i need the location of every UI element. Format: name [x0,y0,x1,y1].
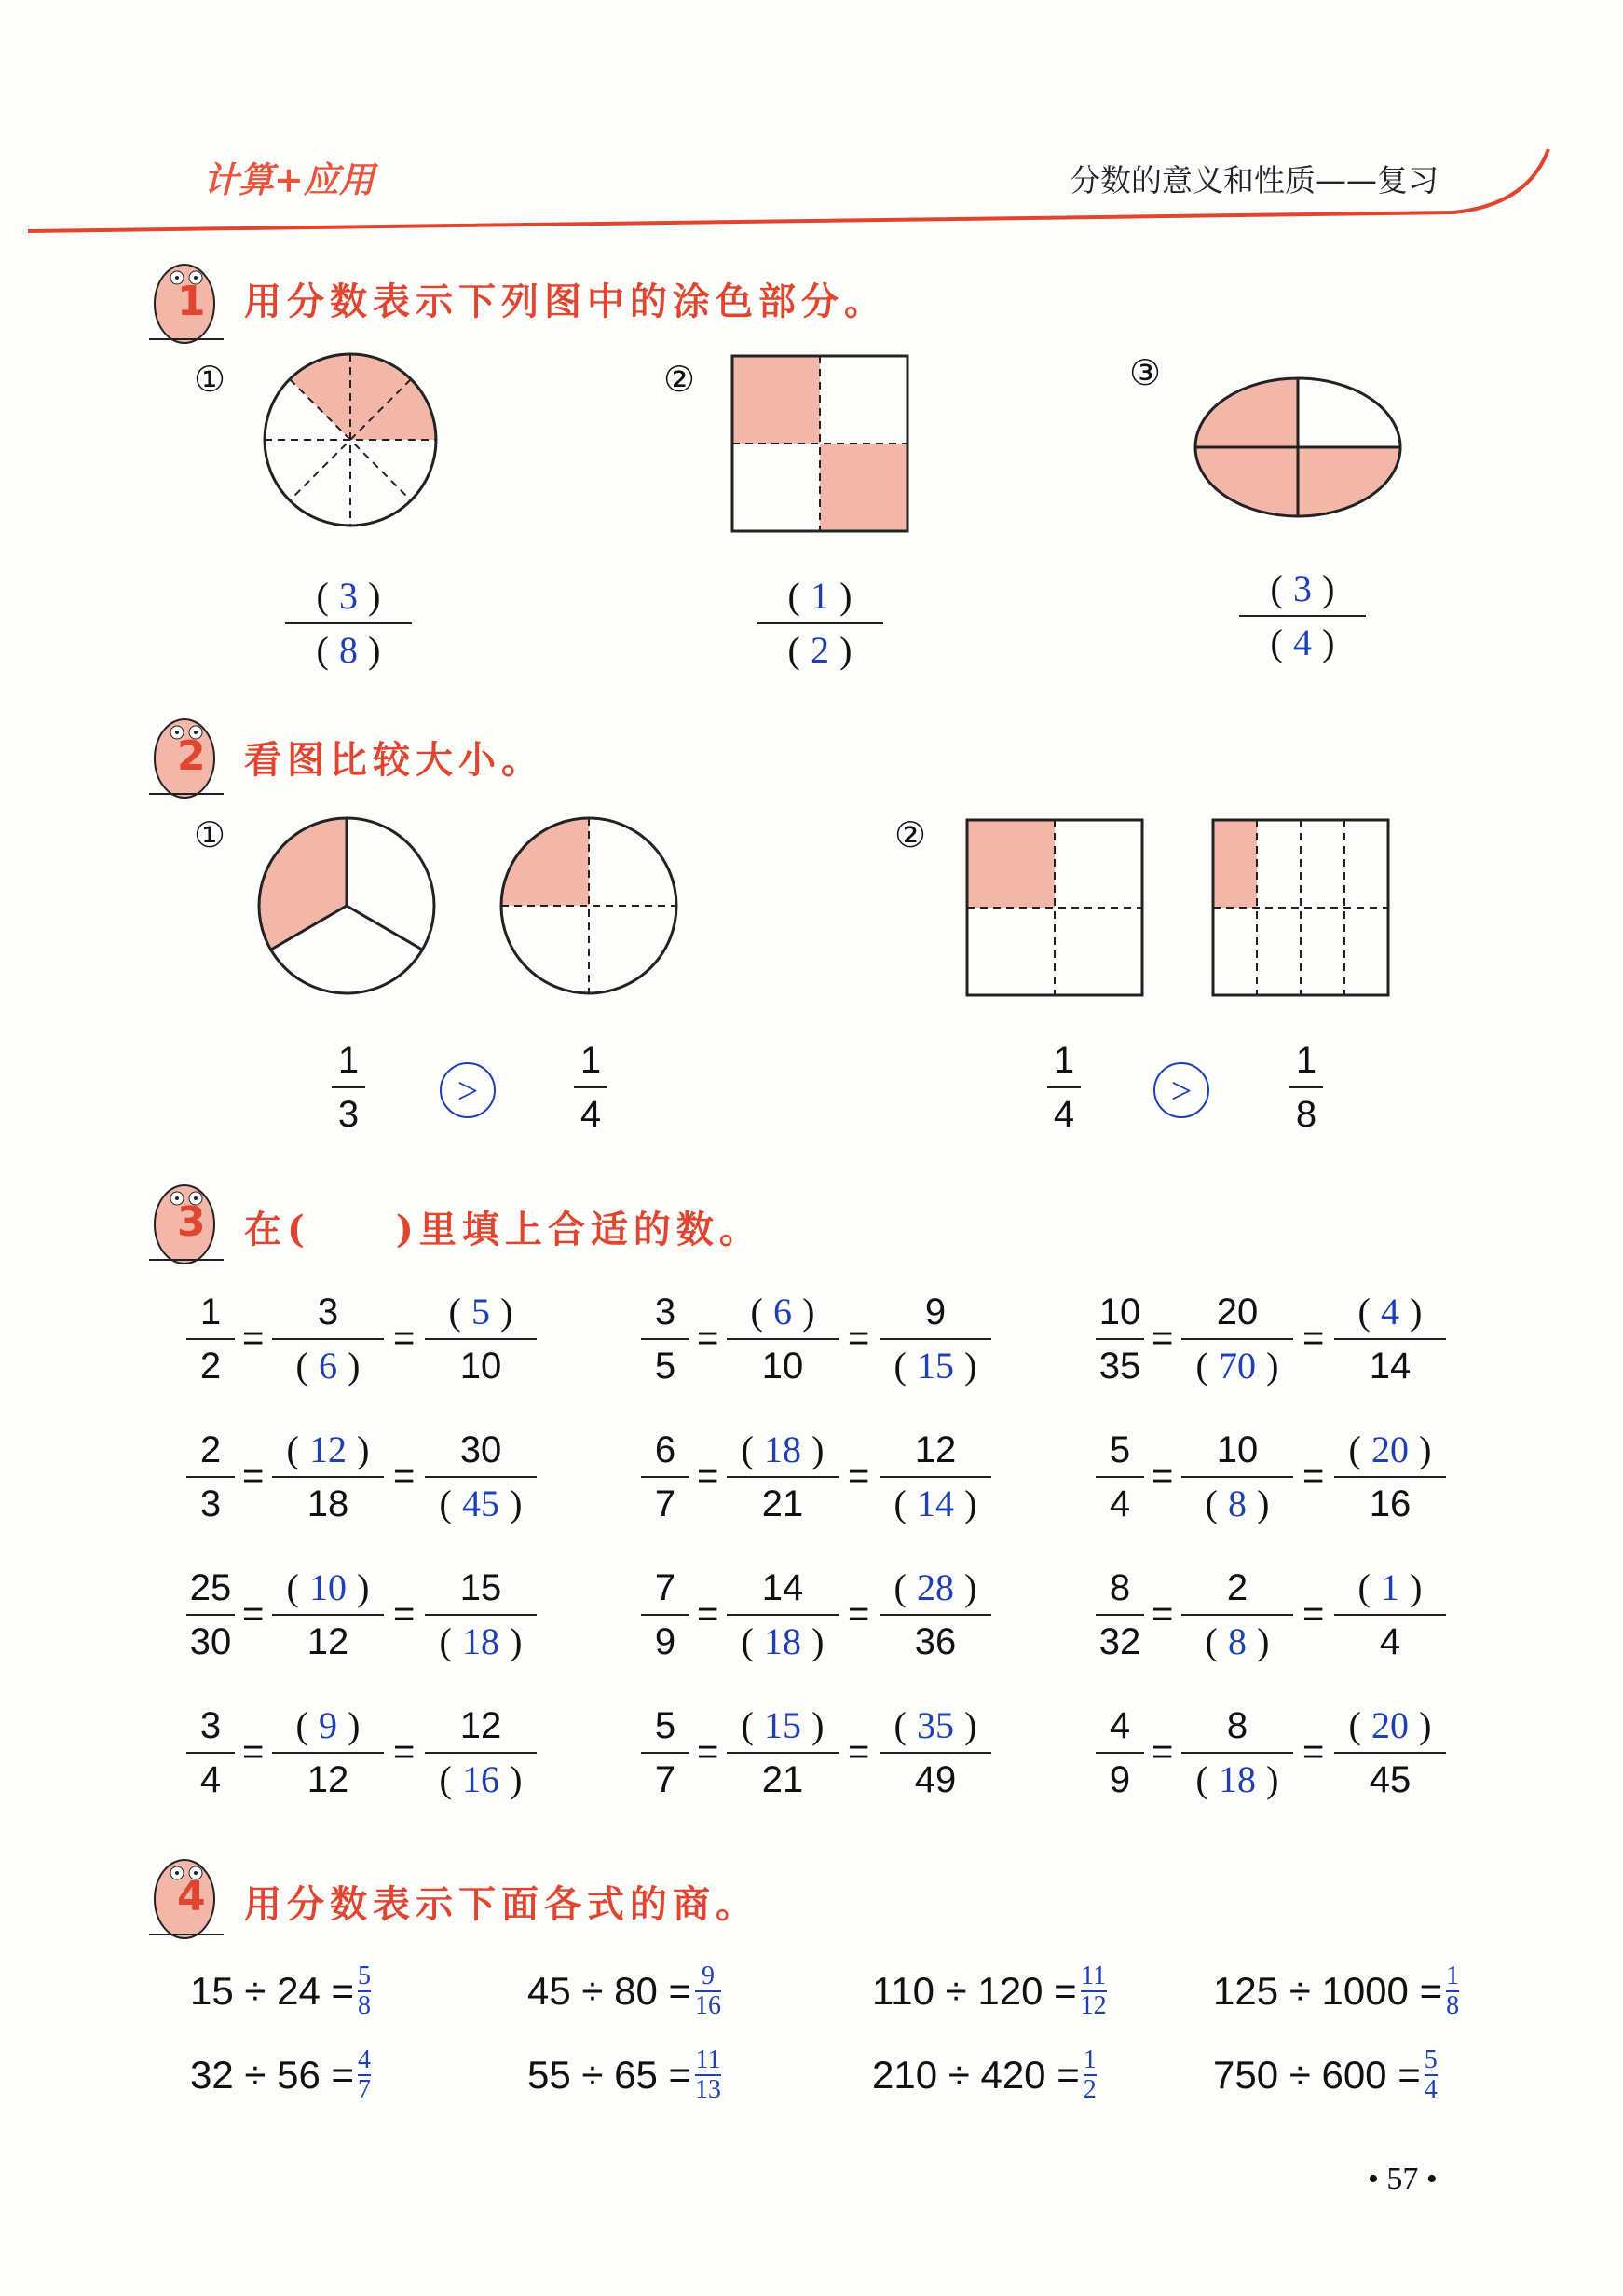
answer-blank: ( 12 ) [286,1428,370,1470]
division-expression [1213,2046,1438,2104]
q4-badge [140,1845,242,1948]
given-number: 20 [1216,1292,1259,1332]
numerator [762,1562,804,1614]
fraction-right [880,1286,991,1392]
q2-left-frac1: 1 3 [332,1034,365,1141]
q2-right-frac2: 1 8 [1289,1034,1323,1141]
numerator [1227,1562,1248,1614]
equals-sign: = [242,1731,265,1772]
answer-blank: ( 28 ) [893,1566,977,1608]
quotient-fraction [358,1962,371,2020]
equals-sign: = [1152,1456,1174,1496]
denominator: 8 [358,1991,372,2020]
equals-sign: = [393,1593,416,1634]
denominator [655,1754,675,1806]
numerator [751,1286,815,1338]
numerator [925,1286,946,1338]
equals-sign: = [848,1456,870,1496]
fraction-left [1096,1562,1144,1668]
division-expression [1213,1962,1459,2020]
answer-blank: ( 6 ) [295,1345,361,1387]
answer-blank: ( 8 ) [1205,1620,1270,1662]
denominator [190,1616,232,1668]
fraction-middle [272,1286,384,1392]
numerator [449,1286,513,1338]
fraction-left [641,1424,689,1530]
numerator: 5 [1424,2045,1438,2074]
given-number: 7 [654,1759,676,1800]
q2-number: 2 [177,732,206,780]
fraction-right [1334,1286,1446,1392]
given-number: 25 [189,1567,232,1608]
denominator [200,1340,221,1392]
numerator [1217,1424,1259,1476]
quotient-fraction [358,2046,371,2104]
given-number: 10 [1216,1429,1259,1470]
denominator [440,1754,523,1806]
fraction-left [1096,1424,1144,1530]
given-number: 4 [1109,1483,1131,1524]
given-number: 10 [761,1346,804,1387]
q2-compare-sign1: > [440,1062,496,1118]
q2-left-frac2: 1 4 [1047,1034,1081,1141]
denominator [762,1478,804,1530]
division-expression [872,2046,1097,2104]
answer-blank: ( 5 ) [448,1291,513,1332]
fraction-right [1334,1562,1446,1668]
numerator [1349,1424,1432,1476]
numerator [287,1562,370,1614]
numerator [190,1562,232,1614]
answer-blank: ( 1 ) [1357,1566,1423,1608]
q1-title: 用分数表示下列图中的涂色部分。 [244,280,887,323]
denominator [1110,1478,1130,1530]
q3-title: 在( )里填上合适的数。 [244,1208,762,1251]
division-text: 125 ÷ 1000 = [1213,1969,1443,2013]
denominator [1206,1616,1270,1668]
q1-circle-eighths [257,350,443,537]
denominator [762,1340,804,1392]
q3-badge [140,1170,242,1273]
answer-blank: ( 18 ) [1195,1758,1279,1800]
denominator [915,1616,957,1668]
given-number: 2 [1226,1567,1248,1608]
q2-circle-quarters [496,813,682,999]
equals-sign: = [1152,1593,1174,1634]
numerator: 9 [702,1961,716,1990]
fraction-left [186,1562,235,1668]
denominator: 13 [695,2075,722,2104]
fraction-left [186,1700,235,1806]
numerator [460,1700,502,1752]
division-text: 45 ÷ 80 = [527,1969,692,2013]
denominator: 4 [1424,2075,1438,2104]
fraction-middle [727,1424,839,1530]
denominator [200,1478,221,1530]
division-expression [190,2046,371,2104]
equals-sign: = [1302,1593,1325,1634]
given-number: 30 [189,1621,232,1662]
fraction-left [186,1424,235,1530]
division-expression [527,2046,721,2104]
given-number: 3 [199,1483,222,1524]
denominator [1380,1616,1400,1668]
given-number: 3 [654,1292,676,1332]
numerator [1110,1562,1130,1614]
fraction-right [880,1562,991,1668]
quotient-fraction [1084,2046,1097,2104]
fraction-right [1334,1424,1446,1530]
denominator [1196,1754,1279,1806]
denominator [1206,1478,1270,1530]
q1-item3-label: ③ [1129,352,1162,393]
denominator [762,1754,804,1806]
given-number: 12 [307,1759,349,1800]
denominator [307,1616,349,1668]
fraction-right [880,1700,991,1806]
answer-blank: ( 15 ) [741,1704,825,1746]
fraction-left [641,1700,689,1806]
denominator [915,1754,957,1806]
fraction-middle [272,1700,384,1806]
given-number: 9 [924,1292,947,1332]
equals-sign: = [242,1318,265,1359]
given-number: 3 [199,1705,222,1746]
answer-blank: ( 10 ) [286,1566,370,1608]
division-text: 15 ÷ 24 = [190,1969,355,2013]
quotient-fraction [1446,1962,1459,2020]
fraction-right [425,1562,537,1668]
given-number: 9 [1109,1759,1131,1800]
denominator [296,1340,361,1392]
numerator: 11 [1081,1961,1107,1990]
equals-sign: = [1302,1456,1325,1496]
division-text: 110 ÷ 120 = [872,1969,1077,2013]
given-number: 8 [1226,1705,1248,1746]
fraction-right [425,1424,537,1530]
answer-blank: ( 15 ) [893,1345,977,1387]
equals-sign: = [1302,1731,1325,1772]
numerator [460,1424,502,1476]
denominator [1370,1340,1412,1392]
equals-sign: = [848,1731,870,1772]
quotient-fraction [695,1962,721,2020]
q1-item2-label: ② [663,359,696,400]
fraction-middle [272,1424,384,1530]
denominator [1370,1478,1412,1530]
given-number: 5 [654,1705,676,1746]
denominator: 16 [695,1991,722,2020]
denominator: 2 [1083,2075,1097,2104]
answer-blank: ( 6 ) [750,1291,815,1332]
division-expression [872,1962,1107,2020]
numerator [655,1286,675,1338]
division-text: 32 ÷ 56 = [190,2053,355,2097]
given-number: 21 [761,1483,804,1524]
q1-answer3: ( 3 ) ( 4 ) [1239,563,1366,669]
fraction-right [425,1700,537,1806]
equals-sign: = [242,1456,265,1496]
q2-title: 看图比较大小。 [244,738,544,782]
fraction-right [425,1286,537,1392]
q2-badge [140,704,242,807]
numerator: 5 [358,1961,372,1990]
quotient-fraction [1425,2046,1438,2104]
section-tag: 计算+应用 [203,158,375,200]
fraction-left [1096,1700,1144,1806]
fraction-middle [1181,1562,1293,1668]
division-text: 750 ÷ 600 = [1213,2053,1421,2097]
answer-blank: ( 18 ) [741,1428,825,1470]
answer-blank: ( 20 ) [1348,1428,1432,1470]
numerator [1110,1700,1130,1752]
answer-blank: ( 18 ) [741,1620,825,1662]
numerator [655,1562,675,1614]
equals-sign: = [697,1731,719,1772]
numerator [1349,1700,1432,1752]
given-number: 49 [914,1759,957,1800]
q2-compare-sign2: > [1153,1062,1209,1118]
q4-number: 4 [177,1873,206,1920]
denominator [742,1616,825,1668]
page-number: • 57 • [1368,2162,1438,2196]
quotient-fraction [695,2046,721,2104]
numerator [655,1424,675,1476]
fraction-right [1334,1700,1446,1806]
numerator [200,1424,221,1476]
division-expression [527,1962,721,2020]
header-rule [0,140,1623,242]
equals-sign: = [393,1731,416,1772]
given-number: 4 [199,1759,222,1800]
answer-blank: ( 16 ) [439,1758,523,1800]
given-number: 7 [654,1483,676,1524]
given-number: 12 [914,1429,957,1470]
fraction-middle [272,1562,384,1668]
numerator [296,1700,361,1752]
answer-blank: ( 4 ) [1357,1291,1423,1332]
given-number: 4 [1109,1705,1131,1746]
denominator [1099,1616,1141,1668]
division-text: 55 ÷ 65 = [527,2053,692,2097]
numerator [460,1562,502,1614]
answer-blank: ( 14 ) [893,1483,977,1524]
given-number: 1 [199,1292,222,1332]
given-number: 15 [459,1567,502,1608]
fraction-middle [727,1700,839,1806]
given-number: 10 [1098,1292,1141,1332]
denominator [1370,1754,1412,1806]
denominator [460,1340,502,1392]
denominator [655,1616,675,1668]
numerator: 4 [358,2045,372,2074]
given-number: 6 [654,1429,676,1470]
given-number: 9 [654,1621,676,1662]
answer-blank: ( 70 ) [1195,1345,1279,1387]
given-number: 30 [459,1429,502,1470]
denominator [1099,1340,1141,1392]
numerator [915,1424,957,1476]
q2-circle-thirds [253,813,440,999]
given-number: 35 [1098,1346,1141,1387]
equals-sign: = [393,1318,416,1359]
denominator [655,1478,675,1530]
answer-blank: ( 18 ) [439,1620,523,1662]
given-number: 14 [1369,1346,1412,1387]
equals-sign: = [848,1593,870,1634]
fraction-left [1096,1286,1144,1392]
denominator [440,1478,523,1530]
answer-blank: ( 8 ) [1205,1483,1270,1524]
fraction-middle [727,1562,839,1668]
fraction-right [880,1424,991,1530]
q2-item1-label: ① [194,814,226,855]
numerator [287,1424,370,1476]
denominator [655,1340,675,1392]
fraction-left [186,1286,235,1392]
denominator [307,1478,349,1530]
numerator [742,1700,825,1752]
chapter-title: 分数的意义和性质——复习 [1070,162,1439,198]
equals-sign: = [393,1456,416,1496]
denominator [894,1340,977,1392]
q2-square-eighths [1209,816,1392,999]
numerator [1227,1700,1248,1752]
denominator [307,1754,349,1806]
numerator [200,1286,221,1338]
q1-number: 1 [177,278,206,325]
numerator [1217,1286,1259,1338]
equals-sign: = [1152,1731,1174,1772]
given-number: 4 [1379,1621,1401,1662]
given-number: 12 [459,1705,502,1746]
numerator [894,1700,977,1752]
given-number: 7 [654,1567,676,1608]
numerator [200,1700,221,1752]
q1-square-quarters [729,352,911,535]
division-expression [190,1962,371,2020]
given-number: 8 [1109,1567,1131,1608]
numerator: 1 [1446,1961,1460,1990]
numerator [318,1286,338,1338]
given-number: 18 [307,1483,349,1524]
given-number: 32 [1098,1621,1141,1662]
given-number: 5 [654,1346,676,1387]
numerator [894,1562,977,1614]
numerator [1358,1562,1423,1614]
numerator [1099,1286,1141,1338]
given-number: 36 [914,1621,957,1662]
q3-number: 3 [177,1198,206,1246]
given-number: 14 [761,1567,804,1608]
given-number: 16 [1369,1483,1412,1524]
denominator [440,1616,523,1668]
denominator: 12 [1080,1991,1107,2020]
q1-item1-label: ① [194,359,226,400]
given-number: 12 [307,1621,349,1662]
numerator [655,1700,675,1752]
fraction-left [641,1286,689,1392]
given-number: 2 [199,1429,222,1470]
given-number: 21 [761,1759,804,1800]
denominator [894,1478,977,1530]
q1-answer2: ( 1 ) ( 2 ) [757,570,883,676]
given-number: 10 [459,1346,502,1387]
equals-sign: = [697,1593,719,1634]
denominator [1196,1340,1279,1392]
q2-right-frac1: 1 4 [574,1034,607,1141]
equals-sign: = [1152,1318,1174,1359]
q1-answer1: ( 3 ) ( 8 ) [285,570,412,676]
q2-square-quarters [963,816,1146,999]
given-number: 5 [1109,1429,1131,1470]
fraction-middle [1181,1700,1293,1806]
answer-blank: ( 9 ) [295,1704,361,1746]
given-number: 2 [199,1346,222,1387]
quotient-fraction [1081,1962,1107,2020]
division-text: 210 ÷ 420 = [872,2053,1080,2097]
answer-blank: ( 45 ) [439,1483,523,1524]
equals-sign: = [848,1318,870,1359]
numerator [1358,1286,1423,1338]
q1-ellipse-quarters [1191,375,1405,524]
equals-sign: = [697,1456,719,1496]
given-number: 3 [317,1292,339,1332]
answer-blank: ( 35 ) [893,1704,977,1746]
denominator: 8 [1446,1991,1460,2020]
denominator [1110,1754,1130,1806]
numerator: 11 [695,2045,721,2074]
q4-title: 用分数表示下面各式的商。 [244,1882,758,1926]
denominator [200,1754,221,1806]
answer-blank: ( 20 ) [1348,1704,1432,1746]
fraction-middle [727,1286,839,1392]
denominator: 7 [358,2075,372,2104]
equals-sign: = [1302,1318,1325,1359]
equals-sign: = [242,1593,265,1634]
q1-badge [140,250,242,352]
q2-item2-label: ② [894,814,927,855]
fraction-middle [1181,1424,1293,1530]
equals-sign: = [697,1318,719,1359]
fraction-middle [1181,1286,1293,1392]
given-number: 45 [1369,1759,1412,1800]
numerator: 1 [1083,2045,1097,2074]
fraction-left [641,1562,689,1668]
numerator [742,1424,825,1476]
numerator [1110,1424,1130,1476]
